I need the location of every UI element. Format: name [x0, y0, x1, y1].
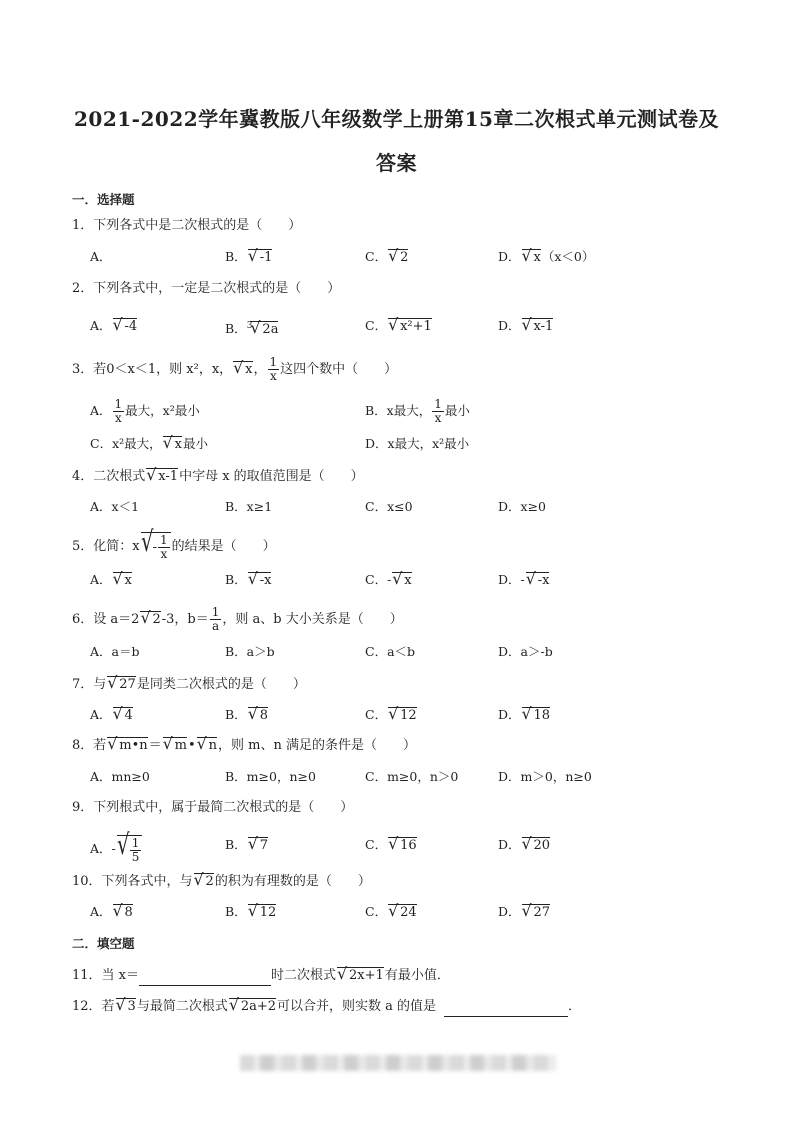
answer-blank[interactable] — [139, 969, 271, 986]
section-fill-heading: 二．填空题 — [72, 936, 135, 951]
option-text: 最大，x²最小 — [125, 403, 200, 418]
question-4 — [72, 467, 364, 487]
condition: （x＜0） — [541, 249, 595, 264]
option-10d — [498, 902, 551, 922]
option-1c — [365, 247, 409, 267]
question-8 — [72, 736, 416, 756]
fraction-denominator: x — [269, 369, 277, 383]
fraction-denominator: a — [211, 619, 220, 633]
question-text: 下列各式中是二次根式的是（ ） — [93, 218, 302, 233]
question-text-end: 有最小值． — [384, 968, 450, 983]
option-1a — [90, 247, 112, 267]
fraction-denominator: x — [434, 411, 442, 425]
sqrt-expression: √ x — [163, 436, 182, 453]
question-text: 7．与 — [72, 677, 107, 692]
sqrt-expression: √ 2 — [140, 611, 160, 628]
option-10b — [225, 902, 277, 922]
question-text-end: 的积为有理数的是（ ） — [214, 874, 371, 889]
option-text: 最小 — [444, 403, 470, 418]
option-label: A． — [90, 572, 112, 587]
fraction-denominator: x — [114, 411, 122, 425]
question-3 — [72, 356, 397, 383]
question-11 — [72, 966, 450, 986]
question-text-end: 中字母 x 的取值范围是（ ） — [179, 469, 364, 484]
fraction-numerator: 1 — [269, 355, 278, 369]
option-2a — [90, 316, 138, 336]
option-6a: A．a＝b — [90, 644, 140, 659]
option-1b — [225, 247, 273, 267]
cube-root-index: 3 — [246, 321, 253, 331]
sqrt-expression: √ 2 — [388, 249, 408, 266]
question-text-end: 是同类二次根式的是（ ） — [136, 677, 306, 692]
question-2: 2．下列各式中，一定是二次根式的是（ ） — [72, 281, 341, 296]
question-text-end: ． — [568, 999, 582, 1014]
option-text: 最小 — [182, 436, 208, 451]
question-text-end: ，则 m、n 满足的条件是（ ） — [218, 738, 417, 753]
sqrt-expression: √ 4 — [113, 707, 133, 724]
option-3d: D．x最大，x²最小 — [365, 436, 470, 451]
option-4c: C．x≤0 — [365, 499, 413, 514]
document-title-line2: 答案 — [376, 151, 417, 175]
question-text: 与最简二次根式 — [136, 999, 228, 1014]
sqrt-expression: √ x — [233, 361, 252, 378]
fraction — [158, 534, 170, 561]
option-label: D． — [498, 904, 521, 919]
option-2c — [365, 316, 433, 336]
question-text: 6．设 a＝2 — [72, 612, 140, 627]
fraction — [268, 356, 280, 383]
minus-sign: - — [152, 540, 158, 555]
question-text: 12．若 — [72, 999, 115, 1014]
sqrt-expression: √ 27 — [107, 676, 136, 693]
option-text: B．x最大， — [365, 403, 432, 418]
option-label: B． — [225, 837, 247, 852]
option-5d — [498, 570, 550, 590]
question-12 — [72, 997, 581, 1017]
option-label: C． — [365, 318, 388, 333]
sqrt-expression: √ 2x+1 — [337, 967, 384, 984]
fraction-denominator: 5 — [131, 850, 140, 864]
section-choice-heading: 一．选择题 — [72, 192, 135, 207]
question-9: 9．下列根式中，属于最简二次根式的是（ ） — [72, 800, 354, 815]
sqrt-expression: √ -x — [526, 572, 550, 589]
sqrt-expression: √ x²+1 — [388, 318, 432, 335]
question-text: 5．化简：x — [72, 539, 140, 554]
option-label: A．- — [90, 841, 116, 856]
fraction — [130, 837, 142, 864]
fraction — [432, 398, 444, 425]
option-label: A． — [90, 403, 112, 418]
question-7 — [72, 675, 306, 695]
option-2b — [225, 316, 279, 339]
question-text: 11．当 x＝ — [72, 968, 140, 983]
sqrt-expression: √ 2 — [194, 873, 214, 890]
option-8d: D．m＞0，n≥0 — [498, 769, 592, 784]
option-9b — [225, 835, 269, 855]
option-label: C． — [365, 837, 388, 852]
option-label: A． — [90, 249, 112, 264]
equals-sign: ＝ — [148, 738, 162, 753]
option-5c — [365, 570, 413, 590]
option-6c: C．a＜b — [365, 644, 416, 659]
sqrt-expression: √ x-1 — [146, 468, 178, 485]
option-label: D．- — [498, 572, 525, 587]
sqrt-expression: √ m•n — [107, 737, 147, 754]
question-text: 可以合并，则实数 a 的值是 — [277, 999, 437, 1014]
option-4d: D．x≥0 — [498, 499, 546, 514]
sqrt-expression: √ 18 — [522, 707, 551, 724]
option-5b — [225, 570, 272, 590]
option-label: A． — [90, 707, 112, 722]
fraction-numerator: 1 — [434, 397, 442, 411]
sqrt-fraction-expression — [141, 532, 171, 561]
sqrt-expression: √ x-1 — [522, 318, 554, 335]
option-label: A． — [90, 318, 112, 333]
option-label: D． — [498, 707, 521, 722]
question-10 — [72, 872, 371, 892]
question-5 — [72, 532, 276, 561]
sqrt-expression: √ -1 — [248, 249, 273, 266]
answer-blank[interactable] — [444, 1000, 568, 1017]
option-label: B． — [225, 904, 247, 919]
option-label: C．- — [365, 572, 392, 587]
option-7a — [90, 705, 134, 725]
question-text-end: 这四个数中（ ） — [280, 362, 398, 377]
sqrt-expression: √ m — [163, 737, 187, 754]
sqrt-expression: √ 12 — [388, 707, 417, 724]
option-2d — [498, 316, 554, 336]
option-10c — [365, 902, 418, 922]
question-text: 时二次根式 — [271, 968, 337, 983]
option-10a — [90, 902, 134, 922]
option-3b — [365, 398, 470, 425]
option-8c: C．m≥0，n＞0 — [365, 769, 459, 784]
question-text-end: ，则 a、b 大小关系是（ ） — [222, 612, 403, 627]
question-1 — [72, 216, 301, 236]
sqrt-expression: √ 2a+2 — [229, 998, 276, 1015]
question-number: 1． — [72, 218, 94, 233]
dot-operator: • — [188, 738, 196, 753]
option-7c — [365, 705, 418, 725]
option-3c — [90, 434, 208, 454]
question-text: -3，b＝ — [161, 612, 209, 627]
fraction — [210, 606, 222, 633]
question-text: 3．若0＜x＜1，则 x²，x， — [72, 362, 233, 377]
sqrt-expression: √ 7 — [248, 837, 268, 854]
fraction-numerator: √ 1 — [131, 836, 140, 850]
sqrt-expression: √ -4 — [113, 318, 138, 335]
option-9a — [90, 835, 143, 864]
sqrt-expression: √ 12 — [248, 904, 277, 921]
blurred-watermark — [240, 1055, 555, 1071]
fraction-numerator: 1 — [114, 397, 123, 411]
option-label: B． — [225, 707, 247, 722]
sqrt-expression: √ 16 — [388, 837, 417, 854]
question-text: 4．二次根式 — [72, 469, 146, 484]
sqrt-fraction-expression — [117, 835, 143, 864]
option-6d: D．a＞-b — [498, 644, 553, 659]
option-label: D． — [498, 837, 521, 852]
sqrt-expression: √ 3 — [116, 998, 136, 1015]
option-8a: A．mn≥0 — [90, 769, 150, 784]
option-5a — [90, 570, 133, 590]
sqrt-expression: √ 27 — [522, 904, 551, 921]
cube-root-expression: √ 2a — [250, 321, 278, 338]
question-text-end: 的结果是（ ） — [171, 539, 276, 554]
question-text: 8．若 — [72, 738, 107, 753]
option-label: D． — [498, 249, 521, 264]
option-label: B． — [225, 249, 247, 264]
sqrt-expression: √ x — [522, 249, 541, 266]
sqrt-expression: √ 8 — [248, 707, 268, 724]
option-label: B． — [225, 321, 247, 337]
option-text: C．x²最大， — [90, 436, 162, 451]
sqrt-expression: √ n — [197, 737, 217, 754]
fraction-numerator: 1 — [160, 533, 168, 547]
fraction-denominator: x — [160, 547, 168, 561]
question-text: 10．下列各式中，与 — [72, 874, 193, 889]
option-4b: B．x≥1 — [225, 499, 273, 514]
fraction — [113, 398, 125, 425]
option-1d — [498, 247, 594, 267]
option-9c — [365, 835, 418, 855]
question-6 — [72, 606, 403, 633]
option-label: D． — [498, 318, 521, 333]
option-label: C． — [365, 249, 388, 264]
option-label: C． — [365, 904, 388, 919]
sqrt-expression: √ -x — [248, 572, 272, 589]
option-label: A． — [90, 904, 112, 919]
option-6b: B．a＞b — [225, 644, 275, 659]
option-8b: B．m≥0，n≥0 — [225, 769, 316, 784]
sqrt-expression: √ x — [113, 572, 132, 589]
sqrt-expression: √ 20 — [522, 837, 551, 854]
option-7b — [225, 705, 269, 725]
option-7d — [498, 705, 551, 725]
option-label: C． — [365, 707, 388, 722]
option-3a — [90, 398, 200, 425]
document-title-line1: 2021-2022学年冀教版八年级数学上册第15章二次根式单元测试卷及 — [74, 107, 719, 131]
fraction-numerator: 1 — [211, 605, 220, 619]
sqrt-expression: √ x — [392, 572, 411, 589]
sqrt-expression: √ 8 — [113, 904, 133, 921]
option-label: B． — [225, 572, 247, 587]
sqrt-expression: √ 24 — [388, 904, 417, 921]
option-9d — [498, 835, 551, 855]
option-4a: A．x＜1 — [90, 499, 140, 514]
separator: ， — [253, 362, 267, 377]
